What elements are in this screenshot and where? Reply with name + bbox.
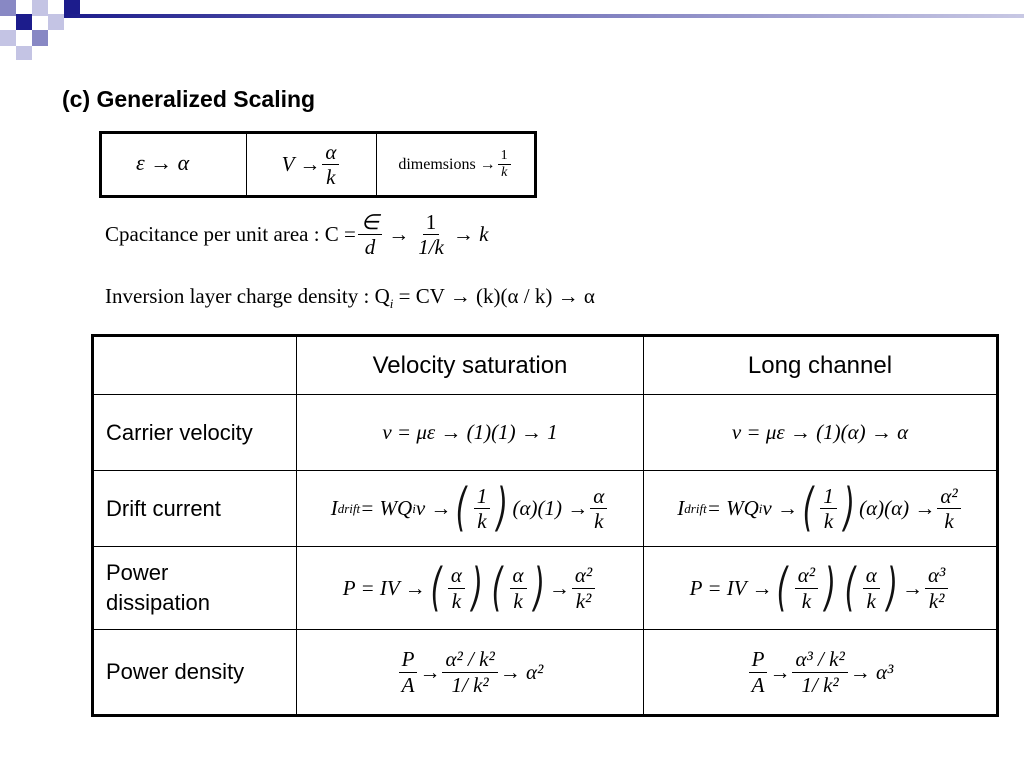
row-label-power-dissipation: Power dissipation (94, 547, 297, 629)
density-lc-mid-num: α³ / k² (792, 647, 847, 672)
drift-lc-i: I (677, 496, 685, 520)
power-vs-p2-num: α (510, 563, 527, 588)
capacitance-frac1-num: ∈ (358, 210, 382, 235)
power-density-lc (644, 630, 996, 714)
drift-vs-res-num: α (590, 484, 607, 509)
power-lc-p2-num: α (863, 563, 880, 588)
density-lc-pa-num: P (749, 647, 768, 672)
voltage-rule-lhs: V → (281, 152, 321, 176)
table-row (94, 630, 996, 714)
power-vs-res-num: α² (572, 563, 595, 588)
density-vs-pa-num: P (399, 647, 418, 672)
dimension-rule-lhs: dimemsions → (398, 155, 496, 173)
power-vs-p1-num: α (448, 563, 465, 588)
drift-lc-paren-num: 1 (820, 484, 837, 509)
power-lc-p1-num: α² (795, 563, 818, 588)
drift-vs-i: I (330, 496, 338, 520)
density-lc-res: → α³ (849, 659, 894, 684)
capacitance-fraction-2 (415, 210, 447, 259)
voltage-rule-fraction (322, 140, 339, 189)
charge-subscript: i (389, 296, 394, 312)
row-label-carrier-velocity: Carrier velocity (94, 395, 297, 470)
drift-lc-paren-den: k (823, 509, 834, 533)
capacitance-frac2-num: 1 (423, 210, 440, 235)
power-lc-p1-den: k (801, 588, 812, 613)
density-vs-mid-den: 1/ k² (451, 672, 489, 697)
power-vs-lhs: P = IV → (342, 575, 426, 600)
drift-vs-paren-num: 1 (474, 484, 491, 509)
density-vs-mid-num: α² / k² (442, 647, 497, 672)
table-row (94, 395, 996, 471)
power-vs-res-den: k² (575, 588, 592, 613)
power-density-vs (297, 630, 644, 714)
power-lc-res-den: k² (928, 588, 945, 613)
power-lc-arrow: → (902, 575, 924, 600)
density-lc-mid-den: 1/ k² (801, 672, 839, 697)
density-lc-arrow: → (769, 659, 791, 684)
carrier-velocity-vs: v = με → (1)(1) → 1 (297, 395, 644, 470)
dimension-rule-den: k (501, 165, 508, 180)
charge-rest: = CV → (k)(α / k) → α (393, 284, 595, 308)
drift-vs-mid2: v → (415, 496, 452, 520)
power-vs-p1-den: k (451, 588, 462, 613)
density-vs-res: → α² (499, 659, 544, 684)
dimension-rule-num: 1 (498, 148, 511, 165)
drift-current-lc: I drift = WQ i v → ( $\frac{1}{k}$ ) (α)(α) → $\frac{\text{α²}}{k}$ (644, 471, 996, 546)
table-row (94, 471, 996, 547)
voltage-rule-num: α (322, 140, 339, 165)
power-dissipation-lc: P = IV → ( $\frac{\text{α²}}{k}$ ) ( $\frac{\alpha}{k}$ ) → $\frac{\text{α³}}{\text{k²}}$ (644, 547, 996, 629)
field-scaling-cell: ε → α (102, 134, 247, 195)
capacitance-frac1-den: d (364, 235, 376, 260)
density-vs-arrow: → (419, 659, 441, 684)
drift-vs-paren-den: k (477, 509, 487, 533)
drift-lc-res-den: k (944, 509, 954, 533)
power-lc-lhs: P = IV → (689, 575, 773, 600)
header-velocity-saturation: Velocity saturation (297, 337, 644, 394)
scaling-comparison-table (91, 334, 999, 717)
scaling-rules-table (99, 131, 537, 198)
carrier-velocity-lc: v = με → (1)(α) → α (731, 420, 909, 444)
row-label-drift-current: Drift current (94, 471, 297, 546)
drift-lc-res-num: α² (937, 484, 960, 509)
capacitance-label: Cpacitance per unit area : C = (105, 222, 356, 247)
drift-vs-res-den: k (594, 509, 604, 533)
table-row (94, 547, 996, 630)
drift-lc-mid2: v → (762, 496, 798, 520)
drift-current-vs: I drift = WQ i v → ( $\frac{1}{k}$ ) (α)(1) → $\frac{\alpha}{k}$ (297, 471, 644, 546)
density-lc-pa-den: A (751, 672, 765, 697)
power-lc-p2-den: k (866, 588, 876, 613)
voltage-scaling-cell (247, 134, 377, 195)
power-vs-arrow: → (548, 575, 570, 600)
header-long-channel: Long channel (747, 351, 893, 379)
capacitance-frac2-den: 1/k (418, 235, 444, 260)
table-header-row (94, 337, 996, 395)
row-label-power-density: Power density (94, 630, 297, 714)
charge-label: Inversion layer charge density : Q (105, 284, 390, 308)
capacitance-fraction-1 (358, 210, 382, 259)
power-lc-res-num: α³ (925, 563, 948, 588)
capacitance-result: → k (452, 222, 489, 247)
slide-title: (c) Generalized Scaling (62, 86, 316, 112)
dimension-rule-fraction (498, 148, 511, 181)
drift-vs-mid: = WQ (360, 496, 413, 520)
voltage-rule-den: k (326, 165, 336, 189)
charge-density-equation (105, 284, 595, 312)
capacitance-equation (105, 210, 488, 259)
drift-vs-tail: (α)(1) → (512, 496, 589, 520)
dimension-scaling-cell (377, 134, 534, 195)
power-vs-p2-den: k (513, 588, 523, 613)
header-empty (94, 337, 297, 394)
drift-lc-mid: = WQ (706, 496, 759, 520)
capacitance-arrow: → (388, 222, 410, 247)
power-dissipation-vs: P = IV → ( $\frac{\alpha}{k}$ ) ( $\frac{\alpha}{k}$ ) → $\frac{\text{α²}}{\text{k²}}$ (297, 547, 644, 629)
density-vs-pa-den: A (401, 672, 415, 697)
drift-lc-tail: (α)(α) → (859, 496, 936, 520)
